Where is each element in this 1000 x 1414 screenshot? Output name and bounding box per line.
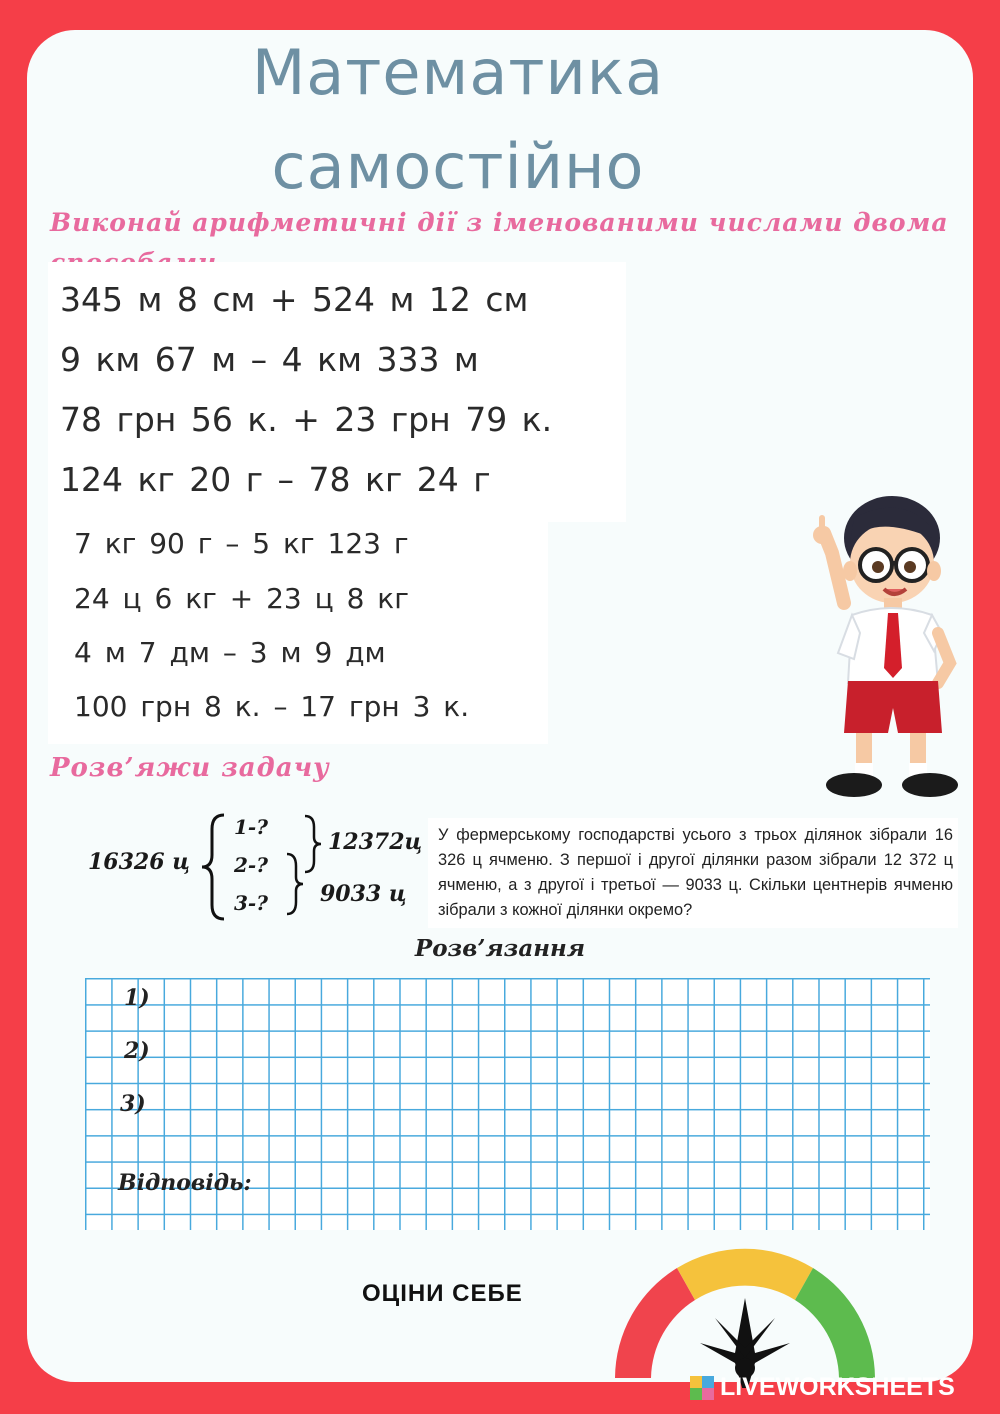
watermark bbox=[690, 1373, 955, 1402]
answer-label: Відповідь: bbox=[118, 1170, 252, 1196]
task1-instruction: Виконай арифметичні дії з іменованими числами двома bbox=[50, 208, 949, 237]
scheme-sum-12: 12372ц bbox=[328, 829, 423, 855]
exercise-item: 100 грн 8 к. – 17 грн 3 к. bbox=[74, 690, 470, 723]
page-title-line2: самостійно bbox=[271, 130, 645, 203]
exercise-item: 78 грн 56 к. + 23 грн 79 к. bbox=[60, 400, 553, 439]
self-assessment-label: ОЦІНИ СЕБЕ bbox=[362, 1280, 523, 1307]
right-brace-icon bbox=[284, 851, 306, 917]
liveworksheets-logo-icon bbox=[690, 1376, 714, 1400]
solution-step-3: 3) bbox=[120, 1091, 146, 1117]
boy-illustration bbox=[792, 483, 962, 813]
solution-step-1: 1) bbox=[124, 985, 150, 1011]
problem-text: У фермерському господарстві усього з трьох ділянок зібрали 16 326 ц ячменю. З першої і другої ділянки разом зібрали 12 372 ц ячменю, а з другої і третьої — 9033 ц. Скільки центнерів ячменю зібрали з кожної ділянки окремо? bbox=[438, 826, 953, 919]
gauge-green-segment bbox=[795, 1268, 875, 1378]
scheme-sum-23: 9033 ц bbox=[320, 881, 407, 907]
scheme-part-3: 3-? bbox=[234, 891, 268, 915]
gauge-yellow-segment bbox=[677, 1249, 813, 1300]
task2-heading: Розв’яжи задачу bbox=[50, 753, 330, 783]
exercise-item: 24 ц 6 кг + 23 ц 8 кг bbox=[74, 582, 409, 615]
self-assessment-gauge bbox=[595, 1228, 895, 1388]
exercise-item: 345 м 8 см + 524 м 12 см bbox=[60, 280, 529, 319]
exercise-item: 7 кг 90 г – 5 кг 123 г bbox=[74, 527, 409, 560]
gauge-red-segment bbox=[615, 1268, 695, 1378]
left-brace-icon bbox=[198, 811, 228, 923]
problem-scheme bbox=[80, 805, 430, 925]
scheme-total: 16326 ц bbox=[88, 849, 190, 875]
exercise-item: 9 км 67 м – 4 км 333 м bbox=[60, 340, 479, 379]
watermark-text: LIVEWORKSHEETS bbox=[720, 1373, 955, 1401]
solution-step-2: 2) bbox=[124, 1038, 150, 1064]
exercise-item: 124 кг 20 г – 78 кг 24 г bbox=[60, 460, 491, 499]
scheme-part-2: 2-? bbox=[234, 853, 268, 877]
solution-heading: Розв’язання bbox=[414, 935, 586, 962]
page-title-line1: Математика bbox=[251, 36, 665, 109]
exercise-item: 4 м 7 дм – 3 м 9 дм bbox=[74, 636, 386, 669]
scheme-part-1: 1-? bbox=[234, 815, 268, 839]
